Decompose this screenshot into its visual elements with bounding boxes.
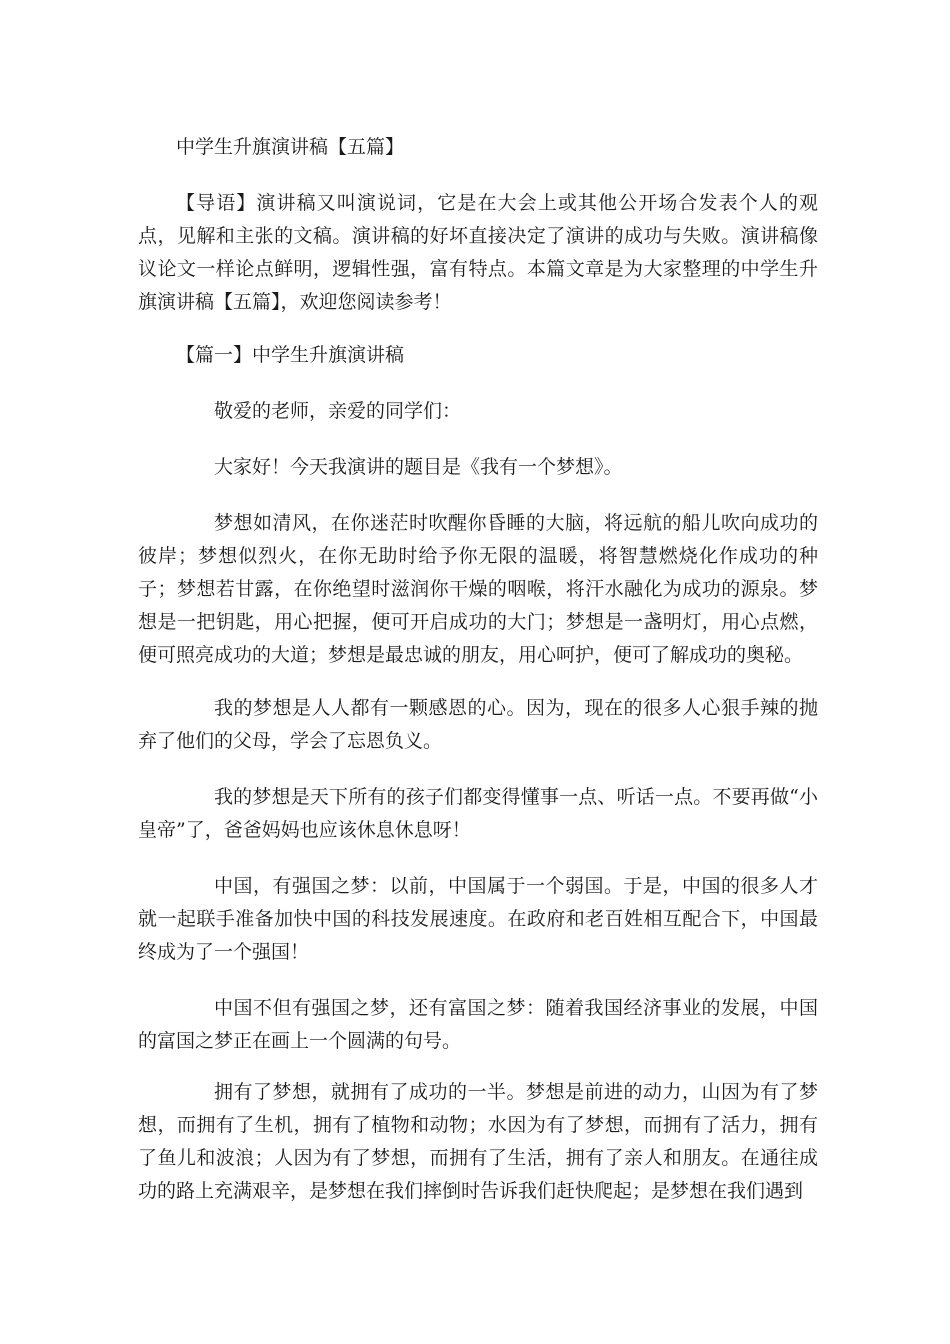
body-paragraph: 中国，有强国之梦：以前，中国属于一个弱国。于是，中国的很多人才就一起联手准备加快中国的科技发展速度。在政府和老百姓相互配合下，中国最终成为了一个强国！ — [138, 875, 818, 963]
body-paragraph: 我的梦想是天下所有的孩子们都变得懂事一点、听话一点。不要再做“小皇帝”了，爸爸妈妈也应该休息休息呀！ — [138, 786, 818, 841]
opening-line: 大家好！今天我演讲的题目是《我有一个梦想》。 — [214, 456, 623, 478]
intro-paragraph: 【导语】演讲稿又叫演说词，它是在大会上或其他公开场合发表个人的观点，见解和主张的文稿。演讲稿的好坏直接决定了演讲的成功与失败。演讲稿像议论文一样论点鲜明，逻辑性强，富有特点。本篇文章是为大家整理的中学生升旗演讲稿【五篇】，欢迎您阅读参考！ — [138, 192, 818, 313]
section-heading: 【篇一】中学生升旗演讲稿 — [176, 344, 405, 366]
body-paragraph: 梦想如清风，在你迷茫时吹醒你昏睡的大脑，将远航的船儿吹向成功的彼岸；梦想似烈火，在你无助时给予你无限的温暖，将智慧燃烧化作成功的种子；梦想若甘露，在你绝望时滋润你干燥的咽喉，将汗水融化为成功的源泉。梦想是一把钥匙，用心把握，便可开启成功的大门；梦想是一盏明灯，用心点燃，便可照亮成功的大道；梦想是最忠诚的朋友，用心呵护，便可了解成功的奥秘。 — [138, 512, 818, 666]
greeting: 敬爱的老师，亲爱的同学们： — [214, 400, 462, 422]
body-paragraph: 中国不但有强国之梦，还有富国之梦：随着我国经济事业的发展，中国的富国之梦正在画上一个圆满的句号。 — [138, 997, 818, 1052]
document-title: 中学生升旗演讲稿【五篇】 — [176, 136, 405, 158]
body-paragraph: 拥有了梦想，就拥有了成功的一半。梦想是前进的动力，山因为有了梦想，而拥有了生机，拥有了植物和动物；水因为有了梦想，而拥有了活力，拥有了鱼儿和波浪；人因为有了梦想，而拥有了生活，拥有了亲人和朋友。在通往成功的路上充满艰辛，是梦想在我们摔倒时告诉我们赶快爬起；是梦想在我们遇到 — [138, 1081, 818, 1202]
body-paragraph: 我的梦想是人人都有一颗感恩的心。因为，现在的很多人心狠手辣的抛弃了他们的父母，学会了忘恩负义。 — [138, 697, 818, 752]
